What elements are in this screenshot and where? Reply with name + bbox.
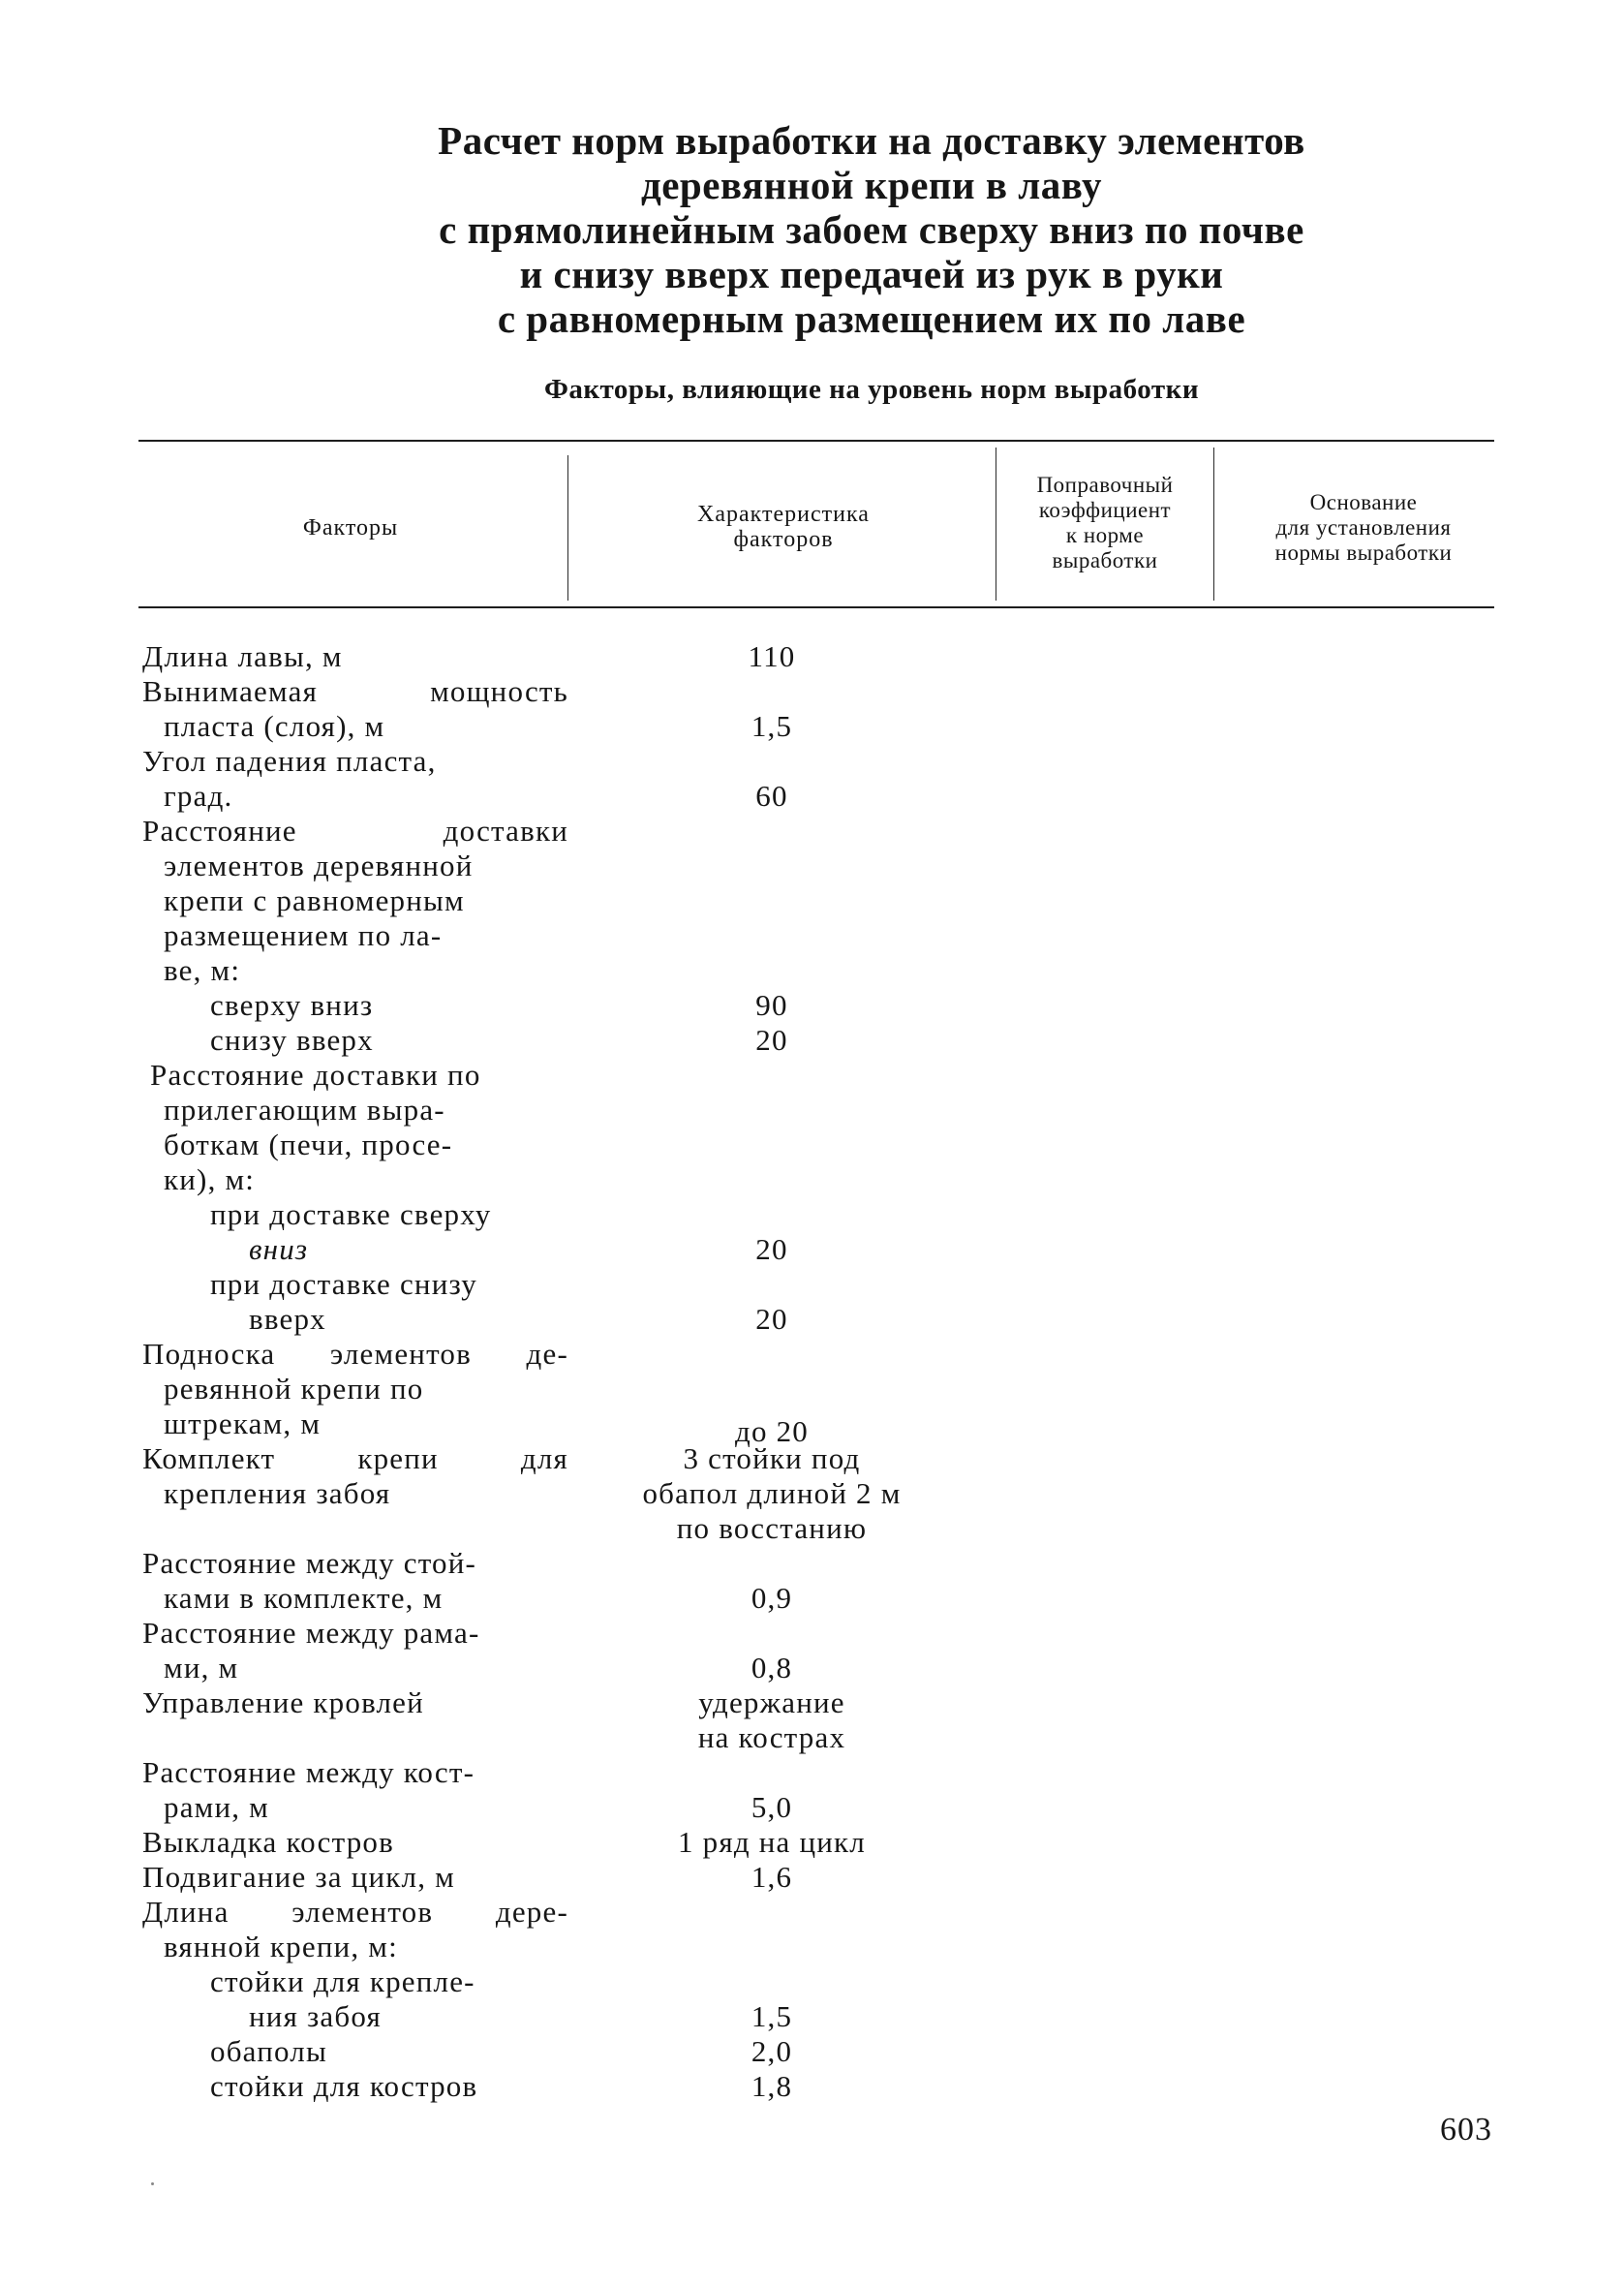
factor-cell: Расстояние между кост-: [142, 1755, 475, 1789]
section-subtitle: Факторы, влияющие на уровень норм выработки: [543, 374, 1200, 405]
factor-cell: снизу вверх: [210, 1023, 374, 1057]
factor-cell: Выкладка костров: [142, 1825, 394, 1859]
factor-cell: крепления забоя: [164, 1476, 391, 1510]
scan-speck: [151, 2182, 154, 2185]
table-row: [142, 1267, 1479, 1302]
title-line: Расчет норм выработки на доставку элементов: [438, 118, 1305, 163]
factor-cell: пласта (слоя), м: [164, 709, 385, 743]
value-cell: 2,0: [751, 2034, 793, 2068]
table-body: [142, 639, 1479, 2104]
table-row: [142, 1232, 1479, 1267]
factor-cell: сверху вниз: [210, 988, 374, 1022]
table-row: [142, 1372, 1479, 1406]
header-factors: Факторы: [302, 515, 399, 541]
header-coefficient: Поправочный коэффициент к норме выработки: [1036, 473, 1174, 572]
table-row: [142, 1546, 1479, 1581]
factor-cell: штрекам, м: [164, 1406, 322, 1440]
factor-cell: прилегающим выра-: [164, 1093, 445, 1127]
value-cell: 1,6: [751, 1860, 793, 1894]
table-row: [142, 2069, 1479, 2104]
factor-cell: Расстояние доставки: [142, 814, 568, 848]
table-row: [142, 1755, 1479, 1790]
table-row: [142, 1511, 1479, 1546]
table-row: [142, 1197, 1479, 1232]
value-cell: 0,9: [751, 1581, 793, 1615]
value-cell: 0,8: [751, 1651, 793, 1684]
title-line: деревянной крепи в лаву: [640, 163, 1103, 207]
title-line: с равномерным размещением их по лаве: [497, 296, 1246, 341]
factor-cell: стойки для крепле-: [210, 1964, 475, 1998]
factor-cell: при доставке снизу: [210, 1267, 477, 1301]
factor-cell: вверх: [249, 1302, 326, 1336]
table-row: [142, 1860, 1479, 1895]
column-divider: [1213, 448, 1214, 601]
factor-cell: Управление кровлей: [142, 1685, 424, 1719]
table-row: [142, 1790, 1479, 1825]
table-row: [142, 674, 1479, 709]
factor-cell: Комплект крепи для: [142, 1441, 568, 1475]
factor-cell: размещением по ла-: [164, 918, 443, 952]
value-cell: удержание: [698, 1685, 845, 1719]
table-row: [142, 1337, 1479, 1372]
page-number: 603: [1440, 2112, 1492, 2148]
value-cell: 5,0: [751, 1790, 793, 1824]
table-row: [142, 744, 1479, 779]
factor-cell: град.: [164, 779, 233, 813]
factor-cell: ревянной крепи по: [164, 1372, 424, 1406]
factor-cell: Длина лавы, м: [142, 639, 343, 673]
factor-cell: Расстояние доставки по: [150, 1058, 481, 1092]
value-cell: 3 стойки под: [683, 1441, 861, 1475]
column-divider: [567, 455, 568, 601]
value-cell: 1,5: [751, 1999, 793, 2033]
factor-cell: ки), м:: [164, 1162, 256, 1196]
table-row: [142, 1825, 1479, 1860]
factor-cell: при доставке сверху: [210, 1197, 492, 1231]
page-title: [232, 118, 1511, 341]
factor-cell: элементов деревянной: [164, 849, 474, 882]
factor-cell: ния забоя: [249, 1999, 382, 2033]
table-row: [142, 779, 1479, 814]
table-row: [142, 1685, 1479, 1720]
table-row: [142, 849, 1479, 883]
table-row: [142, 953, 1479, 988]
table-row: [142, 1895, 1479, 1930]
table-row: [142, 1720, 1479, 1755]
factor-cell: Вынимаемая мощность: [142, 674, 568, 708]
factor-cell: обаполы: [210, 2034, 328, 2068]
factor-cell: рами, м: [164, 1790, 269, 1824]
table-top-rule: [138, 440, 1494, 442]
table-row: [142, 1058, 1479, 1093]
table-row: [142, 1441, 1479, 1476]
table-row: [142, 1476, 1479, 1511]
factor-cell: Подвигание за цикл, м: [142, 1860, 455, 1894]
factor-cell: Расстояние между стой-: [142, 1546, 477, 1580]
factor-cell: Подноска элементов де-: [142, 1337, 568, 1371]
value-cell: 20: [755, 1023, 788, 1057]
factor-cell: Длина элементов дере-: [142, 1895, 568, 1929]
value-cell: 1,5: [751, 709, 793, 743]
table-row: [142, 1128, 1479, 1162]
table-header-bottom-rule: [138, 606, 1494, 608]
header-basis: Основание для установления нормы выработки: [1274, 490, 1453, 565]
table-row: [142, 2034, 1479, 2069]
factor-cell: ве, м:: [164, 953, 241, 987]
factor-cell: Угол падения пласта,: [142, 744, 437, 778]
factor-cell: боткам (печи, просе-: [164, 1128, 453, 1161]
value-cell: обапол длиной 2 м: [642, 1476, 902, 1510]
table-row: [142, 1406, 1479, 1448]
table-row: [142, 1302, 1479, 1337]
table-row: [142, 639, 1479, 674]
factor-cell: вянной крепи, м:: [164, 1930, 398, 1963]
value-cell: по восстанию: [676, 1511, 868, 1545]
value-cell: 60: [755, 779, 788, 813]
value-cell: 1,8: [751, 2069, 793, 2103]
factor-cell: ми, м: [164, 1651, 239, 1684]
title-line: и снизу вверх передачей из рук в руки: [519, 252, 1224, 296]
factor-cell: Расстояние между рама-: [142, 1616, 480, 1650]
value-cell: 20: [755, 1302, 788, 1336]
table-row: [142, 1023, 1479, 1058]
title-line: с прямолинейным забоем сверху вниз по почве: [439, 207, 1304, 252]
table-row: [142, 709, 1479, 744]
table-row: [142, 1093, 1479, 1128]
table-row: [142, 1930, 1479, 1964]
factor-cell: стойки для костров: [210, 2069, 478, 2103]
factor-cell: крепи с равномерным: [164, 883, 465, 917]
value-cell: 110: [748, 639, 796, 673]
value-cell: 1 ряд на цикл: [678, 1825, 866, 1859]
table-row: [142, 1999, 1479, 2034]
value-cell: на кострах: [697, 1720, 846, 1754]
factor-cell: вниз: [249, 1232, 309, 1266]
table-row: [142, 1964, 1479, 1999]
table-row: [142, 1616, 1479, 1651]
value-cell: 90: [755, 988, 788, 1022]
table-row: [142, 988, 1479, 1023]
table-row: [142, 1162, 1479, 1197]
factor-cell: ками в комплекте, м: [164, 1581, 444, 1615]
header-characteristic: Характеристика факторов: [697, 502, 870, 552]
table-row: [142, 918, 1479, 953]
table-row: [142, 814, 1479, 849]
table-row: [142, 1651, 1479, 1685]
table-row: [142, 1581, 1479, 1616]
value-cell: до 20: [734, 1414, 810, 1448]
table-row: [142, 883, 1479, 918]
value-cell: 20: [755, 1232, 788, 1266]
